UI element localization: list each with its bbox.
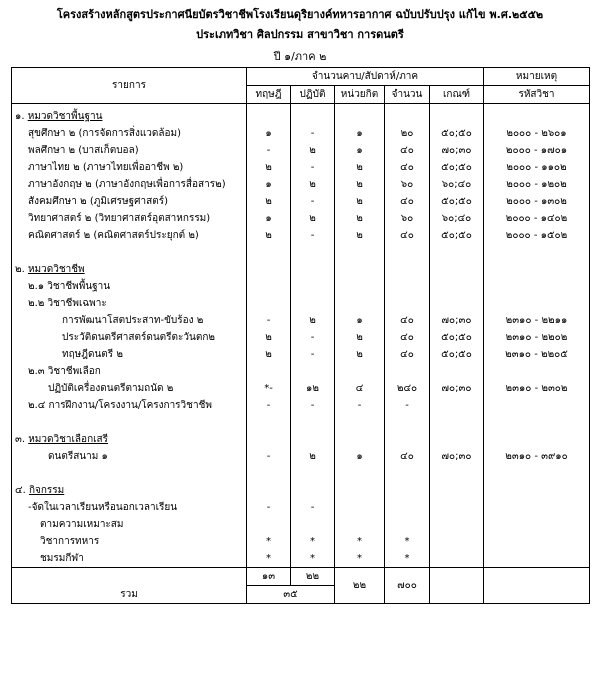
cell-n: * [385, 550, 430, 568]
cell-p [291, 414, 335, 431]
cell-g [430, 465, 484, 482]
cell-g [430, 244, 484, 261]
cell-p: ๒ [291, 142, 335, 159]
cell-n [385, 295, 430, 312]
cell-p: - [291, 193, 335, 210]
cell-p [291, 244, 335, 261]
cell-u: ๒ [335, 159, 385, 176]
cell-g: ๕๐;๕๐ [430, 125, 484, 142]
cell-n [385, 363, 430, 380]
cell-t [247, 363, 291, 380]
table-row [12, 550, 590, 568]
row-label: ๒.๔ การฝึกงาน/โครงงาน/โครงการวิชาชีพ [12, 397, 247, 414]
cell-g [430, 533, 484, 550]
cell-n: ๔๐ [385, 346, 430, 363]
header-periods-group: จำนวนคาบ/สัปดาห์/ภาค [247, 68, 484, 86]
row-label: สุขศึกษา ๒ (การจัดการสิ่งแวดล้อม) [12, 125, 247, 142]
table-row [12, 465, 590, 482]
total-code [484, 568, 590, 604]
row-label: ทฤษฎีดนตรี ๒ [12, 346, 247, 363]
header-amount: จำนวน [385, 86, 430, 104]
cell-t [247, 261, 291, 278]
row-label [12, 431, 247, 448]
total-criteria [430, 568, 484, 604]
header-practice: ปฏิบัติ [291, 86, 335, 104]
cell-t [247, 244, 291, 261]
row-label: ประวัติดนตรีศาสตร์ดนตรีตะวันตก๒ [12, 329, 247, 346]
cell-p: - [291, 499, 335, 516]
cell-p: ๒ [291, 210, 335, 227]
cell-n: ๒๐ [385, 125, 430, 142]
cell-p [291, 295, 335, 312]
cell-g: ๗๐;๓๐ [430, 380, 484, 397]
cell-u [335, 244, 385, 261]
cell-p: - [291, 159, 335, 176]
row-label: วิทยาศาสตร์ ๒ (วิทยาศาสตร์อุตสาหกรรม) [12, 210, 247, 227]
cell-n: ๔๐ [385, 142, 430, 159]
cell-code [484, 414, 590, 431]
cell-n: * [385, 533, 430, 550]
cell-code: ๒๐๐๐ - ๒๖๐๑ [484, 125, 590, 142]
cell-g [430, 414, 484, 431]
table-row [12, 499, 590, 516]
table-row [12, 278, 590, 295]
cell-n [385, 261, 430, 278]
row-label [12, 482, 247, 499]
cell-u [335, 363, 385, 380]
cell-n: ๔๐ [385, 193, 430, 210]
row-label [12, 261, 247, 278]
cell-g [430, 431, 484, 448]
cell-code [484, 465, 590, 482]
row-label: การพัฒนาโสตประสาท-ขับร้อง ๒ [12, 312, 247, 329]
document-subtitle: ประเภทวิชา ศิลปกรรม สาขาวิชา การดนตรี [196, 28, 404, 41]
cell-u: ๑ [335, 125, 385, 142]
total-theory: ๑๓ [247, 568, 291, 586]
row-label: -จัดในเวลาเรียนหรือนอกเวลาเรียน [12, 499, 247, 516]
cell-u: ๒ [335, 176, 385, 193]
cell-t: ๒ [247, 193, 291, 210]
cell-code [484, 533, 590, 550]
cell-t: - [247, 499, 291, 516]
term-label: ปี ๑/ภาค ๒ [273, 50, 327, 63]
header-note: หมายเหตุ [484, 68, 590, 86]
table-row [12, 244, 590, 261]
header-theory: ทฤษฎี [247, 86, 291, 104]
cell-t [247, 104, 291, 126]
cell-u: * [335, 533, 385, 550]
cell-code: ๒๐๐๐ - ๑๑๐๒ [484, 159, 590, 176]
table-row [12, 176, 590, 193]
total-credit: ๒๒ [335, 568, 385, 604]
cell-code [484, 397, 590, 414]
cell-u: ๒ [335, 346, 385, 363]
cell-n: - [385, 397, 430, 414]
table-row [12, 533, 590, 550]
curriculum-table [11, 67, 590, 604]
header-items: รายการ [12, 68, 247, 104]
row-label: พลศึกษา ๒ (บาสเก็ตบอล) [12, 142, 247, 159]
table-row [12, 380, 590, 397]
cell-u: ๒ [335, 193, 385, 210]
cell-g: ๕๐;๕๐ [430, 193, 484, 210]
cell-p: * [291, 533, 335, 550]
cell-code [484, 482, 590, 499]
cell-code [484, 278, 590, 295]
cell-n: ๖๐ [385, 176, 430, 193]
cell-p: - [291, 397, 335, 414]
cell-n: ๔๐ [385, 159, 430, 176]
cell-t: ๒ [247, 159, 291, 176]
cell-u [335, 499, 385, 516]
row-label [12, 465, 247, 482]
cell-code: ๒๐๐๐ - ๑๗๐๑ [484, 142, 590, 159]
cell-g [430, 295, 484, 312]
row-label: ดนตรีสนาม ๑ [12, 448, 247, 465]
cell-g: ๗๐;๓๐ [430, 448, 484, 465]
cell-p: - [291, 125, 335, 142]
table-row [12, 193, 590, 210]
cell-t [247, 482, 291, 499]
table-row [12, 104, 590, 126]
cell-code: ๒๓๑๐ - ๒๓๐๒ [484, 380, 590, 397]
row-label: คณิตศาสตร์ ๒ (คณิตศาสตร์ประยุกต์ ๒) [12, 227, 247, 244]
cell-t: ๑ [247, 176, 291, 193]
cell-n [385, 414, 430, 431]
cell-t: * [247, 533, 291, 550]
table-row [12, 142, 590, 159]
row-label: วิชาการทหาร [12, 533, 247, 550]
header-criteria: เกณฑ์ [430, 86, 484, 104]
table-row [12, 227, 590, 244]
table-row [12, 516, 590, 533]
total-periods-sum: ๓๕ [247, 586, 335, 604]
cell-t: ๒ [247, 227, 291, 244]
cell-t: - [247, 448, 291, 465]
cell-p [291, 431, 335, 448]
cell-p: * [291, 550, 335, 568]
cell-code: ๒๐๐๐ - ๑๕๐๒ [484, 227, 590, 244]
section-number: ๓. [15, 434, 29, 445]
cell-u [335, 278, 385, 295]
cell-u: ๒ [335, 210, 385, 227]
cell-n [385, 516, 430, 533]
cell-t: - [247, 312, 291, 329]
cell-u: ๔ [335, 380, 385, 397]
cell-g: ๕๐;๕๐ [430, 329, 484, 346]
cell-u: ๑ [335, 448, 385, 465]
cell-p [291, 278, 335, 295]
cell-t: ๒ [247, 329, 291, 346]
table-row [12, 210, 590, 227]
cell-g [430, 482, 484, 499]
cell-u: * [335, 550, 385, 568]
cell-p [291, 482, 335, 499]
cell-t [247, 465, 291, 482]
cell-code [484, 244, 590, 261]
row-label [12, 104, 247, 126]
document-title: โครงสร้างหลักสูตรประกาศนียบัตรวิชาชีพโรงเรียนดุริยางค์ทหารอากาศ ฉบับปรับปรุง แก้ไข พ.ศ.๒๕๕๒ [56, 8, 544, 21]
cell-n: ๔๐ [385, 448, 430, 465]
table-row [12, 414, 590, 431]
cell-g: ๖๐;๔๐ [430, 176, 484, 193]
cell-code [484, 261, 590, 278]
cell-g [430, 261, 484, 278]
cell-t: ๑ [247, 210, 291, 227]
cell-t [247, 295, 291, 312]
section-name: หมวดวิชาเลือกเสรี [28, 434, 109, 445]
cell-t: - [247, 142, 291, 159]
cell-n [385, 431, 430, 448]
cell-t: ๒ [247, 346, 291, 363]
row-label: ชมรมกีฬา [12, 550, 247, 568]
section-number: ๑. [15, 111, 28, 122]
section-name: กิจกรรม [28, 485, 65, 496]
section-name: หมวดวิชาพื้นฐาน [27, 111, 103, 122]
cell-t [247, 278, 291, 295]
table-row [12, 329, 590, 346]
cell-code: ๒๓๑๐ - ๒๒๐๕ [484, 346, 590, 363]
cell-t: * [247, 550, 291, 568]
row-label: ๒.๒ วิชาชีพเฉพาะ [12, 295, 247, 312]
cell-t [247, 516, 291, 533]
cell-g: ๗๐;๓๐ [430, 142, 484, 159]
cell-t: - [247, 397, 291, 414]
cell-t: ๑ [247, 125, 291, 142]
cell-u: - [335, 397, 385, 414]
cell-u: ๒ [335, 329, 385, 346]
cell-p [291, 516, 335, 533]
section-number: ๔. [15, 485, 29, 496]
cell-g [430, 363, 484, 380]
cell-code: ๒๓๑๐ - ๒๒๐๒ [484, 329, 590, 346]
cell-code [484, 499, 590, 516]
cell-u [335, 104, 385, 126]
cell-g [430, 516, 484, 533]
cell-p: ๒ [291, 176, 335, 193]
cell-code [484, 104, 590, 126]
table-row [12, 431, 590, 448]
cell-g [430, 278, 484, 295]
row-label: ตามความเหมาะสม [12, 516, 247, 533]
cell-g [430, 550, 484, 568]
total-label: รวม [12, 568, 247, 604]
cell-code [484, 431, 590, 448]
cell-n: ๔๐ [385, 329, 430, 346]
cell-g: ๗๐;๓๐ [430, 312, 484, 329]
table-row [12, 363, 590, 380]
cell-p: ๑๒ [291, 380, 335, 397]
total-amount: ๗๐๐ [385, 568, 430, 604]
cell-g [430, 499, 484, 516]
cell-n: ๒๔๐ [385, 380, 430, 397]
cell-u [335, 261, 385, 278]
section-name: หมวดวิชาชีพ [27, 264, 85, 275]
cell-code [484, 550, 590, 568]
row-label: ๒.๓ วิชาชีพเลือก [12, 363, 247, 380]
cell-n: ๔๐ [385, 227, 430, 244]
cell-n [385, 278, 430, 295]
cell-p: - [291, 346, 335, 363]
cell-g: ๕๐;๕๐ [430, 346, 484, 363]
cell-u [335, 465, 385, 482]
cell-n [385, 244, 430, 261]
cell-u [335, 431, 385, 448]
cell-code: ๒๓๑๐ - ๒๒๑๑ [484, 312, 590, 329]
cell-g [430, 104, 484, 126]
cell-g: ๕๐;๕๐ [430, 227, 484, 244]
table-row [12, 397, 590, 414]
cell-p [291, 104, 335, 126]
cell-n [385, 482, 430, 499]
cell-u [335, 482, 385, 499]
table-row [12, 346, 590, 363]
row-label: ปฏิบัติเครื่องดนตรีตามถนัด ๒ [12, 380, 247, 397]
table-row [12, 482, 590, 499]
table-row [12, 159, 590, 176]
cell-g: ๕๐;๕๐ [430, 159, 484, 176]
cell-n [385, 465, 430, 482]
table-row [12, 312, 590, 329]
cell-g [430, 397, 484, 414]
cell-u: ๑ [335, 312, 385, 329]
cell-t: *- [247, 380, 291, 397]
total-practice: ๒๒ [291, 568, 335, 586]
row-label: ภาษาไทย ๒ (ภาษาไทยเพื่ออาชีพ ๒) [12, 159, 247, 176]
row-label: สังคมศึกษา ๒ (ภูมิเศรษฐศาสตร์) [12, 193, 247, 210]
cell-p [291, 363, 335, 380]
cell-code: ๒๐๐๐ - ๑๒๐๒ [484, 176, 590, 193]
cell-code: ๒๓๑๐ - ๓๙๑๐ [484, 448, 590, 465]
cell-g: ๖๐;๔๐ [430, 210, 484, 227]
table-row [12, 295, 590, 312]
header-code: รหัสวิชา [484, 86, 590, 104]
cell-u [335, 295, 385, 312]
cell-u: ๒ [335, 227, 385, 244]
row-label: ๒.๑ วิชาชีพพื้นฐาน [12, 278, 247, 295]
cell-code [484, 363, 590, 380]
cell-t [247, 431, 291, 448]
cell-u: ๑ [335, 142, 385, 159]
row-label [12, 244, 247, 261]
cell-n: ๖๐ [385, 210, 430, 227]
cell-n: ๔๐ [385, 312, 430, 329]
table-row [12, 261, 590, 278]
cell-code: ๒๐๐๐ - ๑๓๐๒ [484, 193, 590, 210]
cell-u [335, 414, 385, 431]
cell-u [335, 516, 385, 533]
row-label: ภาษาอังกฤษ ๒ (ภาษาอังกฤษเพื่อการสื่อสาร๒) [12, 176, 247, 193]
table-row [12, 448, 590, 465]
table-row [12, 125, 590, 142]
section-number: ๒. [15, 264, 28, 275]
cell-code [484, 295, 590, 312]
cell-p: ๒ [291, 448, 335, 465]
cell-p: - [291, 227, 335, 244]
cell-p: ๒ [291, 312, 335, 329]
cell-code: ๒๐๐๐ - ๑๔๐๒ [484, 210, 590, 227]
header-credit: หน่วยกิต [335, 86, 385, 104]
row-label [12, 414, 247, 431]
cell-p [291, 465, 335, 482]
cell-n [385, 499, 430, 516]
cell-p: - [291, 329, 335, 346]
cell-p [291, 261, 335, 278]
cell-t [247, 414, 291, 431]
cell-n [385, 104, 430, 126]
cell-code [484, 516, 590, 533]
